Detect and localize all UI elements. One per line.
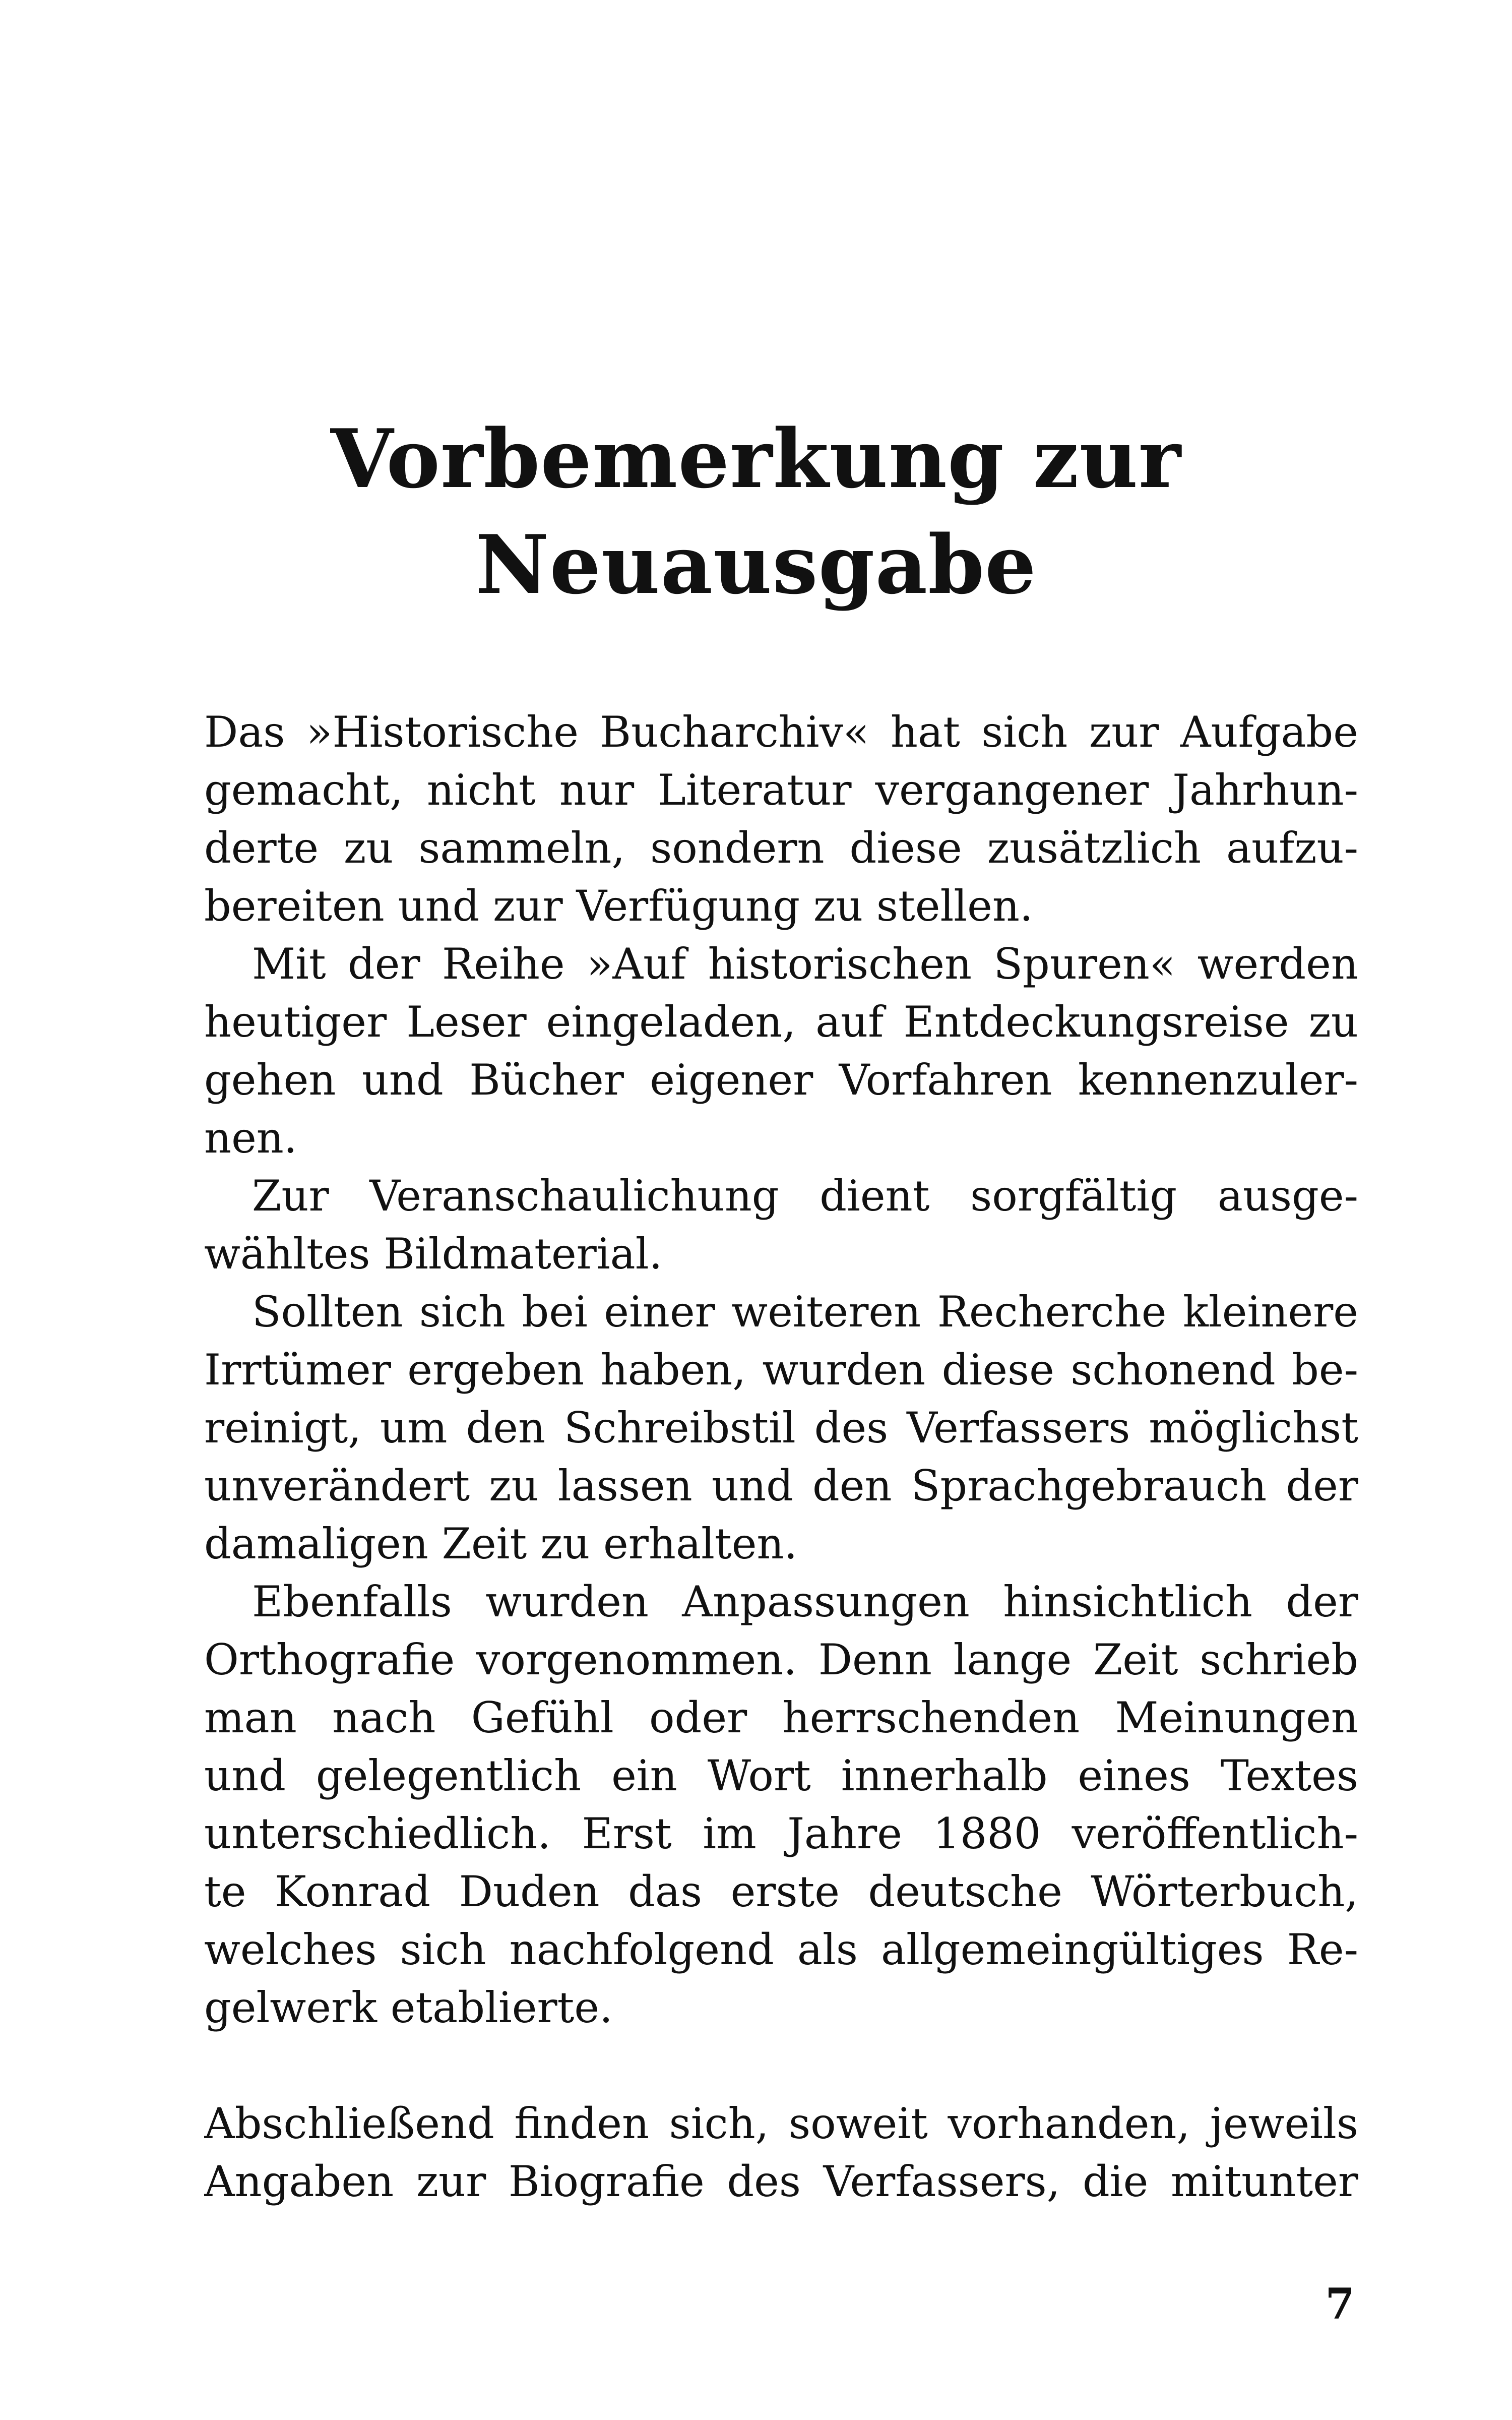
text-line: damaligen Zeit zu erhalten. bbox=[204, 1519, 798, 1568]
text-line: Ebenfalls wurden Anpassungen hinsichtlich der bbox=[252, 1577, 1358, 1626]
text-line: Angaben zur Biografie des Verfassers, die mitunter bbox=[204, 2157, 1358, 2206]
body-text bbox=[204, 703, 1358, 2211]
text-line: Mit der Reihe »Auf historischen Spuren« werden bbox=[252, 939, 1358, 989]
page-title bbox=[202, 406, 1310, 618]
text-line: nen. bbox=[204, 1113, 297, 1163]
text-line: gemacht, nicht nur Literatur vergangener Jahrhun- bbox=[204, 765, 1358, 815]
text-line: bereiten und zur Verfügung zu stellen. bbox=[204, 881, 1033, 931]
text-line: te Konrad Duden das erste deutsche Wörterbuch, bbox=[204, 1867, 1358, 1916]
text-line: welches sich nachfolgend als allgemeingültiges Re- bbox=[204, 1925, 1358, 1974]
text-line: Das »Historische Bucharchiv« hat sich zur Aufgabe bbox=[204, 707, 1358, 757]
text-line: wähltes Bildmaterial. bbox=[204, 1229, 663, 1279]
paragraph-gap bbox=[204, 2037, 1358, 2095]
text-line: gelwerk etablierte. bbox=[204, 1983, 613, 2032]
title-line-2: Neuausgabe bbox=[475, 517, 1037, 612]
text-line: derte zu sammeln, sondern diese zusätzlich aufzu- bbox=[204, 823, 1358, 873]
text-line: Sollten sich bei einer weiteren Recherche kleinere bbox=[252, 1287, 1358, 1337]
text-line: unverändert zu lassen und den Sprachgebrauch der bbox=[204, 1461, 1358, 1510]
page-number: 7 bbox=[1325, 2279, 1355, 2329]
text-line: Irrtümer ergeben haben, wurden diese schonend be- bbox=[204, 1345, 1358, 1395]
text-line: Abschließend finden sich, soweit vorhanden, jeweils bbox=[204, 2099, 1358, 2148]
text-line: Zur Veranschaulichung dient sorgfältig ausge- bbox=[252, 1171, 1358, 1221]
text-line: Orthografie vorgenommen. Denn lange Zeit schrieb bbox=[204, 1635, 1358, 1684]
text-line: reinigt, um den Schreibstil des Verfassers möglichst bbox=[204, 1403, 1358, 1453]
text-line: gehen und Bücher eigener Vorfahren kennenzuler- bbox=[204, 1055, 1358, 1105]
text-line: heutiger Leser eingeladen, auf Entdeckungsreise zu bbox=[204, 997, 1358, 1047]
title-line-1: Vorbemerkung zur bbox=[330, 411, 1182, 506]
text-line: man nach Gefühl oder herrschenden Meinungen bbox=[204, 1693, 1358, 1742]
text-line: und gelegentlich ein Wort innerhalb eines Textes bbox=[204, 1751, 1358, 1800]
text-line: unterschiedlich. Erst im Jahre 1880 veröffentlich- bbox=[204, 1809, 1358, 1858]
